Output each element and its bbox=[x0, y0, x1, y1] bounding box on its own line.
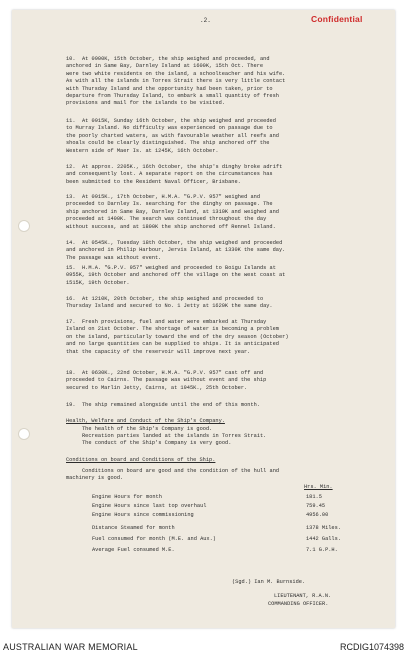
paragraph-number: 11. bbox=[66, 118, 76, 124]
paragraph-line: on the island, particularly toward the end of the dry season (October) bbox=[66, 333, 289, 340]
paragraph-line: that the capacity of the reservoir will improve next year. bbox=[66, 348, 251, 355]
paragraph-line: 0955K, 19th October and anchored off the village on the west coast at bbox=[66, 272, 286, 279]
footer-source: AUSTRALIAN WAR MEMORIAL bbox=[3, 642, 138, 652]
stats-value: 1442 Galls. bbox=[306, 536, 341, 542]
paragraph-line: were two white residents on the island, a schoolteacher and his wife. bbox=[66, 70, 286, 77]
stats-column-header: Hrs. Min. bbox=[304, 484, 333, 490]
stats-label: Engine Hours since last top overhaul bbox=[92, 503, 207, 509]
page-number: .2. bbox=[200, 17, 211, 24]
paragraph-line: the poorly charted waters, as with favourable weather all reefs and bbox=[66, 132, 279, 139]
paragraph-line: without success, and at 1800K the ship anchored off Rennel Island. bbox=[66, 223, 276, 230]
stats-label: Fuel consumed for month (M.E. and Aux.) bbox=[92, 536, 216, 542]
paragraph-line: departure from Thursday Island, to embark a small quantity of fresh bbox=[66, 93, 279, 99]
paragraph-line: Western side of Maer Is. at 1245K, 16th October. bbox=[66, 147, 219, 154]
paragraph-line: proceeded at 1400K. The search was continued throughout the day bbox=[66, 216, 267, 223]
paragraph-line: to Murray Island. No difficulty was experienced on passage due to bbox=[66, 125, 273, 132]
paragraph-line: proceeded to Cairns. The passage was without event and the ship bbox=[66, 377, 267, 384]
paragraph-line: Thursday Island and secured to No. 1 Jetty at 1620K the same day. bbox=[66, 303, 273, 310]
section-heading: Health, Welfare and Conduct of the Ship's Company. bbox=[66, 418, 225, 424]
paragraph-number: 16. bbox=[66, 296, 76, 302]
paragraph-line: As with all the islands in Torres Strait there is very little contact bbox=[66, 78, 286, 85]
signature-rank: LIEUTENANT, R.A.N. bbox=[274, 593, 332, 599]
stats-value: 7.1 G.P.H. bbox=[306, 547, 338, 553]
section-line: The conduct of the Ship's Company is very good. bbox=[82, 440, 232, 447]
paragraph-number: 15. bbox=[66, 265, 76, 271]
paragraph-line: been submitted to the Resident Naval Officer, Brisbane. bbox=[66, 178, 241, 185]
paragraph-line: The passage was without event. bbox=[66, 254, 162, 261]
paragraph-line: and anchored in Philip Harbour, Jervis Island, at 1330K the same day. bbox=[66, 247, 286, 254]
stats-label: Distance Steamed for month bbox=[92, 525, 175, 531]
paragraph-line: and no large quantities can be supplied to ships. It is anticipated bbox=[66, 341, 279, 348]
paragraph-line: Fresh provisions, fuel and water were embarked at Thursday bbox=[82, 319, 267, 325]
paragraph-line: 1515K, 19th October. bbox=[66, 279, 130, 286]
paragraph-line: anchored in Same Bay, Darnley Island at 1600K, 15th Oct. There bbox=[66, 63, 264, 70]
paragraph-line: The ship remained alongside until the end of this month. bbox=[82, 402, 261, 408]
punch-hole bbox=[18, 220, 30, 232]
section-line: Recreation parties landed at the islands in Torres Strait. bbox=[82, 432, 267, 439]
paragraph-number: 17. bbox=[66, 319, 76, 325]
paragraph-number: 14. bbox=[66, 240, 76, 246]
paragraph-number: 18. bbox=[66, 370, 76, 376]
paragraph-line: with Thursday Island and the opportunity had been taken, prior to bbox=[66, 85, 273, 92]
stats-label: Engine Hours for month bbox=[92, 494, 162, 500]
paragraph-number: 13. bbox=[66, 194, 76, 200]
paragraph-number: 12. bbox=[66, 164, 76, 170]
paragraph-line: At 0630K., 22nd October, H.M.A. "G.P.V. 957" cast off and bbox=[82, 370, 264, 376]
paragraph-number: 19. bbox=[66, 402, 76, 408]
stats-label: Engine Hours since commissioning bbox=[92, 512, 194, 518]
stats-value: 759.45 bbox=[306, 503, 326, 509]
paragraph-line: shoals could be clearly distinguished. The ship anchored off the bbox=[66, 140, 270, 147]
paragraph-line: At approx. 2205K., 16th October, the ship's dinghy broke adrift bbox=[82, 164, 283, 170]
paragraph-number: 10. bbox=[66, 56, 76, 62]
paragraph-line: ship anchored in Same Bay, Darnley Island, at 1310K and weighed and bbox=[66, 208, 279, 215]
footer-record-id: RCDIG1074398 bbox=[339, 642, 404, 652]
section-line: The health of the Ship's Company is good. bbox=[82, 425, 213, 432]
paragraph-line: At 0915K., 17th October, H.M.A. "G.P.V. 957" weighed and bbox=[82, 194, 261, 200]
stats-label: Average Fuel consumed M.E. bbox=[92, 547, 175, 553]
paragraph-line: provisions and mail for the islands to be visited. bbox=[66, 100, 225, 107]
stats-value: 4956.00 bbox=[306, 512, 329, 518]
paragraph-line: At 1210K, 20th October, the ship weighed and proceeded to bbox=[82, 296, 264, 302]
paragraph-line: At 0900K, 15th October, the ship weighed and proceeded, and bbox=[82, 56, 270, 62]
section-line: machinery is good. bbox=[66, 475, 124, 482]
paragraph-line: H.M.A. "G.P.V. 957" weighed and proceeded to Boigu Islands at bbox=[82, 265, 276, 271]
stats-value: 1378 Miles. bbox=[306, 525, 341, 531]
section-heading: Conditions on board and Conditions of the Ship. bbox=[66, 457, 216, 463]
signature-title: COMMANDING OFFICER. bbox=[268, 601, 329, 607]
punch-hole bbox=[18, 428, 30, 440]
stats-value: 181.5 bbox=[306, 494, 322, 500]
section-line: Conditions on board are good and the condition of the hull and bbox=[82, 468, 280, 474]
paragraph-line: and consequently lost. A separate report on the circumstances has bbox=[66, 171, 273, 178]
paragraph-line: proceeded to Darnley Is. searching for the dinghy on passage. The bbox=[66, 201, 273, 208]
paragraph-line: Island on 21st October. The shortage of water is becoming a problem bbox=[66, 326, 279, 333]
paragraph-line: secured to Marlin Jetty, Cairns, at 1945K., 25th October. bbox=[66, 384, 248, 391]
signature-name: (Sgd.) Ian M. Burnside. bbox=[232, 579, 306, 585]
confidential-stamp: Confidential bbox=[311, 14, 363, 24]
paragraph-line: At 0545K., Tuesday 18th October, the ship weighed and proceeded bbox=[82, 240, 283, 246]
paragraph-line: At 0915K, Sunday 16th October, the ship weighed and proceeded bbox=[82, 118, 276, 124]
